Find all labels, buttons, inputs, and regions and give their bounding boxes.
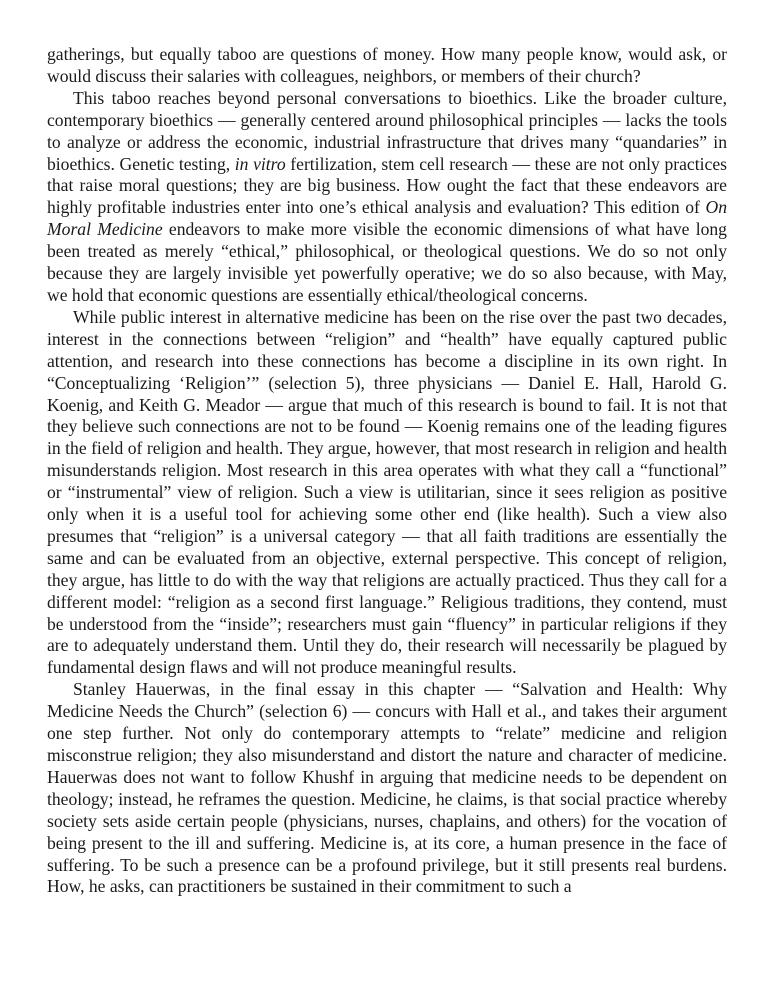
paragraph-taboo-bioethics — [47, 88, 727, 307]
italic-book-title: On Moral Medicine — [47, 197, 727, 240]
italic-term-in-vitro: in vitro — [234, 153, 286, 174]
paragraph-hauerwas — [47, 679, 727, 898]
paragraph-continued — [47, 44, 727, 88]
paragraph-religion-health — [47, 307, 727, 679]
paragraph-text: Stanley Hauerwas, in the final essay in this chapter — “Salvation and Health: Why Medicine Needs the Church” (selection 6) — concurs with Hall et al., and takes their argument one step further. Not only do contemporary attempts to “relate” medicine and religion misconstrue religion; they also misunderstand and distort the nature and character of medicine. Hauerwas does not want to follow Khushf in arguing that medicine needs to be dependent on theology; instead, he reframes the question. Medicine, he claims, is that social practice whereby society sets aside certain people (physicians, nurses, chaplains, and others) for the vocation of being present to the ill and suffering. Medicine is, at its core, a human presence in the face of suffering. To be such a presence can be a profound privilege, but it still presents real burdens. How, he asks, can practitioners be sustained in their commitment to such a — [47, 679, 727, 897]
paragraph-text: fertilization, stem cell research — these are not only practices that raise moral questions; they are big business. How ought the fact that these endeavors are highly profitable industries enter into one’s ethical analysis and evaluation? This edition of — [47, 153, 727, 218]
document-page — [47, 44, 727, 898]
paragraph-text: endeavors to make more visible the economic dimensions of what have long been treated as merely “ethical,” philosophical, or theological questions. We do so not only because they are largely invisible yet powerfully operative; we do so also because, with May, we hold that economic questions are essentially ethical/theological concerns. — [47, 219, 727, 305]
paragraph-text: gatherings, but equally taboo are questions of money. How many people know, would ask, or would discuss their salaries with colleagues, neighbors, or members of their church? — [47, 44, 727, 86]
paragraph-text: While public interest in alternative medicine has been on the rise over the past two decades, interest in the connections between “religion” and “health” have equally captured public attention, and research into these connections has become a discipline in its own right. In “Conceptualizing ‘Religion’” (selection 5), three physicians — Daniel E. Hall, Harold G. Koenig, and Keith G. Meador — argue that much of this research is bound to fail. It is not that they believe such connections are not to be found — Koenig remains one of the leading figures in the field of religion and health. They argue, however, that most research in religion and health misunderstands religion. Most research in this area operates with what they call a “functional” or “instrumental” view of religion. Such a view is utilitarian, since it sees religion as positive only when it is a useful tool for achieving some other end (like health). Such a view also presumes that “religion” is a universal category — that all faith traditions are essentially the same and can be evaluated from an objective, external perspective. This concept of religion, they argue, has little to do with the way that religions are actually practiced. Thus they call for a different model: “religion as a second first language.” Religious traditions, they contend, must be understood from the “inside”; researchers must gain “fluency” in particular religions if they are to adequately understand them. Until they do, their research will necessarily be plagued by fundamental design flaws and will not produce meaningful results. — [47, 306, 727, 678]
paragraph-text: This taboo reaches beyond personal conversations to bioethics. Like the broader culture, contemporary bioethics — generally centered around philosophical principles — lacks the tools to analyze or address the economic, industrial infrastructure that drives many “quandaries” in bioethics. Genetic testing, — [47, 87, 727, 174]
